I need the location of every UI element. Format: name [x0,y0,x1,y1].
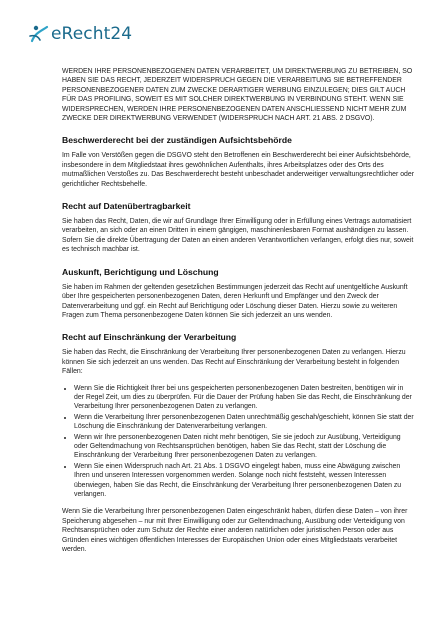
intro-paragraph: WERDEN IHRE PERSONENBEZOGENEN DATEN VERARBEITET, UM DIREKTWERBUNG ZU BETREIBEN, SO HABEN SIE DAS RECHT, JEDERZEIT WIDERSPRUCH GEGEN DIE VERARBEITUNG SIE BETREFFENDER PERSONENBEZOGENER DATEN ZUM ZWECKE DERARTIGER WERBUNG EINZULEGEN; DIES GILT AUCH FÜR DAS PROFILING, SOWEIT ES MIT SOLCHER DIREKTWERBUNG IN VERBINDUNG STEHT. WENN SIE WIDERSPRECHEN, WERDEN IHRE PERSONENBEZOGENEN DATEN ANSCHLIESSEND NICHT MEHR ZUM ZWECKE DER DIREKTWERBUNG VERWENDET (WIDERSPRUCH NACH ART. 21 ABS. 2 DSGVO). [62,68,413,123]
list-item: • Wenn Sie die Richtigkeit Ihrer bei uns gespeicherten personenbezogenen Daten bestreiten, benötigen wir in der Regel Zeit, um dies zu überprüfen. Für die Dauer der Prüfung haben Sie das Recht, die Einschränkung der Verarbeitung Ihrer personenbezogenen Daten zu verlangen. [74,384,414,412]
section-text-information: Sie haben im Rahmen der geltenden gesetzlichen Bestimmungen jederzeit das Recht auf unentgeltliche Auskunft über Ihre gespeicherten personenbezogenen Daten, deren Herkunft und Empfänger und den Zweck der Datenverarbeitung und ggf. ein Recht auf Berichtigung oder Löschung dieser Daten. Hierzu sowie zu weiteren Fragen zum Thema personenbezogene Daten können Sie sich jederzeit an uns wenden. [62,283,408,319]
document-body [62,67,414,554]
list-item: • Wenn Sie einen Widerspruch nach Art. 21 Abs. 1 DSGVO eingelegt haben, muss eine Abwägung zwischen Ihren und unseren Interessen vorgenommen werden. Solange noch nicht feststeht, wessen Interessen überwiegen, haben Sie das Recht, die Einschränkung der Verarbeitung Ihrer personenbezogenen Daten zu verlangen. [74,462,414,500]
list-item: • Wenn die Verarbeitung Ihrer personenbezogenen Daten unrechtmäßig geschah/geschieht, können Sie statt der Löschung die Einschränkung der Datenverarbeitung verlangen. [74,413,414,432]
section-heading-restriction: Recht auf Einschränkung der Verarbeitung [62,332,237,343]
section-heading-portability: Recht auf Datenübertragbarkeit [62,201,191,212]
list-item: • Wenn wir Ihre personenbezogenen Daten nicht mehr benötigen, Sie sie jedoch zur Ausübung, Verteidigung oder Geltendmachung von Rechtsansprüchen benötigen, haben Sie das Recht, statt der Löschung die Einschränkung der Verarbeitung Ihrer personenbezogenen Daten zu verlangen. [74,433,414,461]
section-text-complaint: Im Falle von Verstößen gegen die DSGVO steht den Betroffenen ein Beschwerderecht bei einer Aufsichtsbehörde, insbesondere in dem Mitgliedstaat ihres gewöhnlichen Aufenthalts, ihres Arbeitsplatzes oder des Orts des mutmaßlichen Verstoßes zu. Das Beschwerderecht besteht unbeschadet anderweitiger verwaltungsrechtlicher oder gerichtlicher Rechtsbehelfe. [62,152,414,188]
brand-name: eRecht24 [51,24,133,44]
section-text-restriction: Sie haben das Recht, die Einschränkung der Verarbeitung Ihrer personenbezogenen Daten zu verlangen. Hierzu können Sie sich jederzeit an uns wenden. Das Recht auf Einschränkung der Verarbeitung besteht in folgenden Fällen: [62,349,406,376]
restriction-list [62,384,414,500]
scales-icon [28,23,50,45]
section-heading-complaint: Beschwerderecht bei der zuständigen Aufsichtsbehörde [62,135,292,146]
restriction-closing: Wenn Sie die Verarbeitung Ihrer personenbezogenen Daten eingeschränkt haben, dürfen diese Daten – von ihrer Speicherung abgesehen – nur mit Ihrer Einwilligung oder zur Geltendmachung, Ausübung oder Verteidigung von Rechtsansprüchen oder zum Schutz der Rechte einer anderen natürlichen oder juristischen Person oder aus Gründen eines wichtigen öffentlichen Interesses der Europäischen Union oder eines Mitgliedstaats verarbeitet werden. [62,508,408,554]
section-text-portability: Sie haben das Recht, Daten, die wir auf Grundlage Ihrer Einwilligung oder in Erfüllung eines Vertrags automatisiert verarbeiten, an sich oder an einen Dritten in einem gängigen, maschinenlesbaren Format aushändigen zu lassen. Sofern Sie die direkte Übertragung der Daten an einen anderen Verantwortlichen verlangen, erfolgt dies nur, soweit es technisch machbar ist. [62,218,414,254]
brand-logo[interactable] [28,23,132,45]
section-heading-information: Auskunft, Berichtigung und Löschung [62,266,219,277]
